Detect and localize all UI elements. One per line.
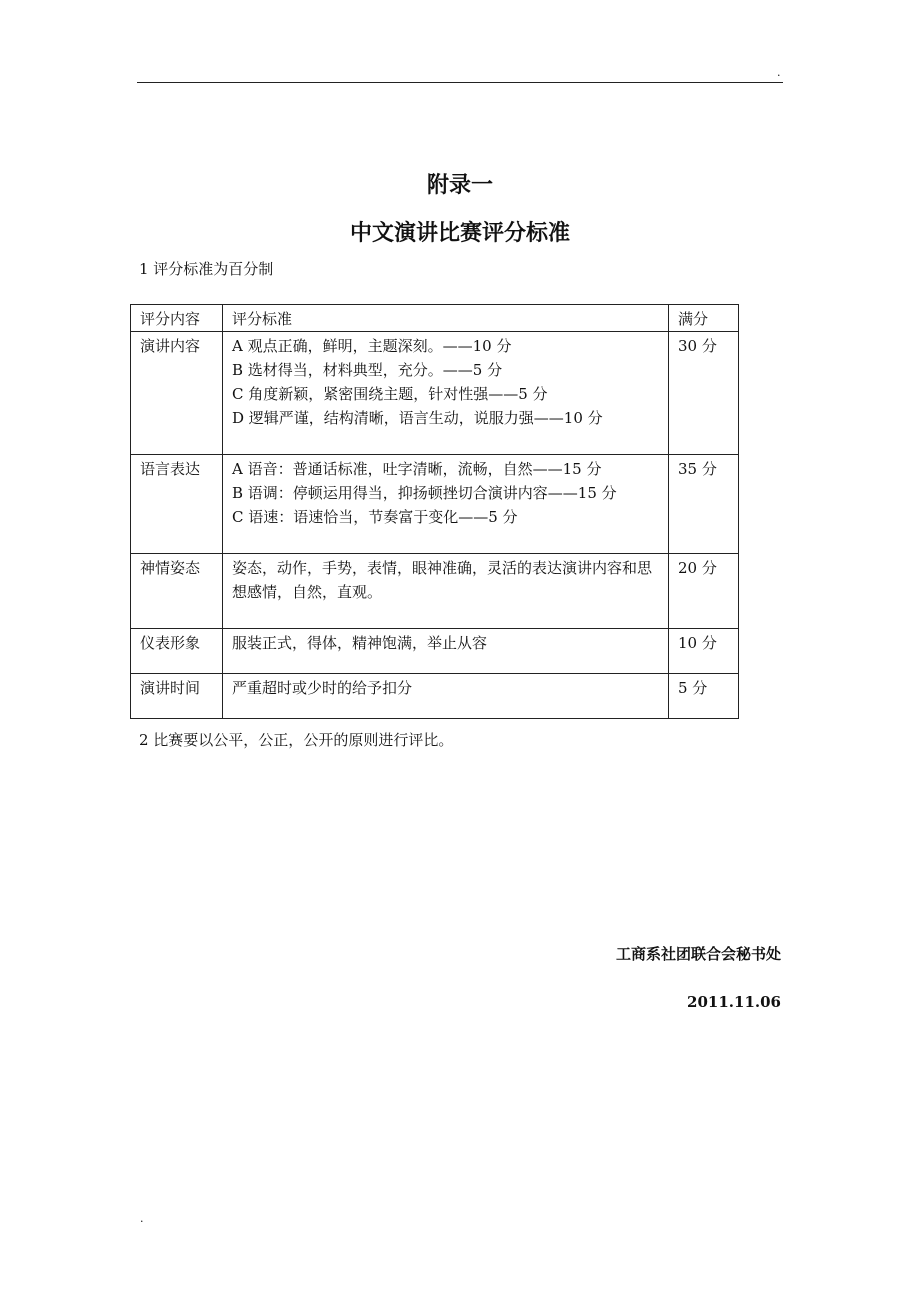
criteria-line: D 逻辑严谨，结构清晰，语言生动，说服力强——10 分 <box>232 409 603 427</box>
criteria-line: 姿态，动作，手势，表情，眼神准确，灵活的表达演讲内容和思想感情，自然，直观。 <box>232 559 653 601</box>
row-item: 仪表形象 <box>131 629 223 674</box>
page-title: 中文演讲比赛评分标准 <box>349 220 570 246</box>
row-criteria <box>223 455 669 554</box>
row-criteria <box>223 332 669 455</box>
row-item: 语言表达 <box>131 455 223 554</box>
signature-organization: 工商系社团联合会秘书处 <box>615 945 781 963</box>
section-2-text: 2 比赛要以公平，公正，公开的原则进行评比。 <box>139 731 454 749</box>
row-criteria <box>223 629 669 674</box>
criteria-line: 服装正式，得体，精神饱满，举止从容 <box>232 634 488 652</box>
table-row <box>131 554 739 629</box>
row-item: 神情姿态 <box>131 554 223 629</box>
header-dot: . <box>777 66 781 79</box>
criteria-line: A 观点正确，鲜明，主题深刻。——10 分 <box>232 337 512 355</box>
section-1-text: 1 评分标准为百分制 <box>139 260 274 278</box>
row-criteria <box>223 674 669 719</box>
criteria-line: B 选材得当，材料典型，充分。——5 分 <box>232 361 503 379</box>
table-row <box>131 629 739 674</box>
table-header-row <box>131 305 739 332</box>
footer-dot: . <box>140 1212 144 1225</box>
header-rule <box>137 82 783 83</box>
header-cell-item: 评分内容 <box>131 305 223 332</box>
document-date: 2011.11.06 <box>687 993 781 1011</box>
row-score: 20 分 <box>669 554 739 629</box>
table-row <box>131 332 739 455</box>
criteria-line: B 语调：停顿运用得当，抑扬顿挫切合演讲内容——15 分 <box>232 484 617 502</box>
criteria-line: C 角度新颖，紧密围绕主题，针对性强——5 分 <box>232 385 548 403</box>
row-criteria <box>223 554 669 629</box>
row-score: 30 分 <box>669 332 739 455</box>
appendix-title: 附录一 <box>426 172 493 198</box>
table-row <box>131 455 739 554</box>
row-item: 演讲时间 <box>131 674 223 719</box>
row-score: 10 分 <box>669 629 739 674</box>
scoring-table <box>130 304 739 719</box>
header-cell-criteria: 评分标准 <box>223 305 669 332</box>
row-score: 5 分 <box>669 674 739 719</box>
criteria-line: C 语速：语速恰当，节奏富于变化——5 分 <box>232 508 518 526</box>
criteria-line: 严重超时或少时的给予扣分 <box>232 679 413 697</box>
row-item: 演讲内容 <box>131 332 223 455</box>
table-row <box>131 674 739 719</box>
criteria-line: A 语音：普通话标准，吐字清晰，流畅，自然——15 分 <box>232 460 602 478</box>
header-cell-score: 满分 <box>669 305 739 332</box>
row-score: 35 分 <box>669 455 739 554</box>
